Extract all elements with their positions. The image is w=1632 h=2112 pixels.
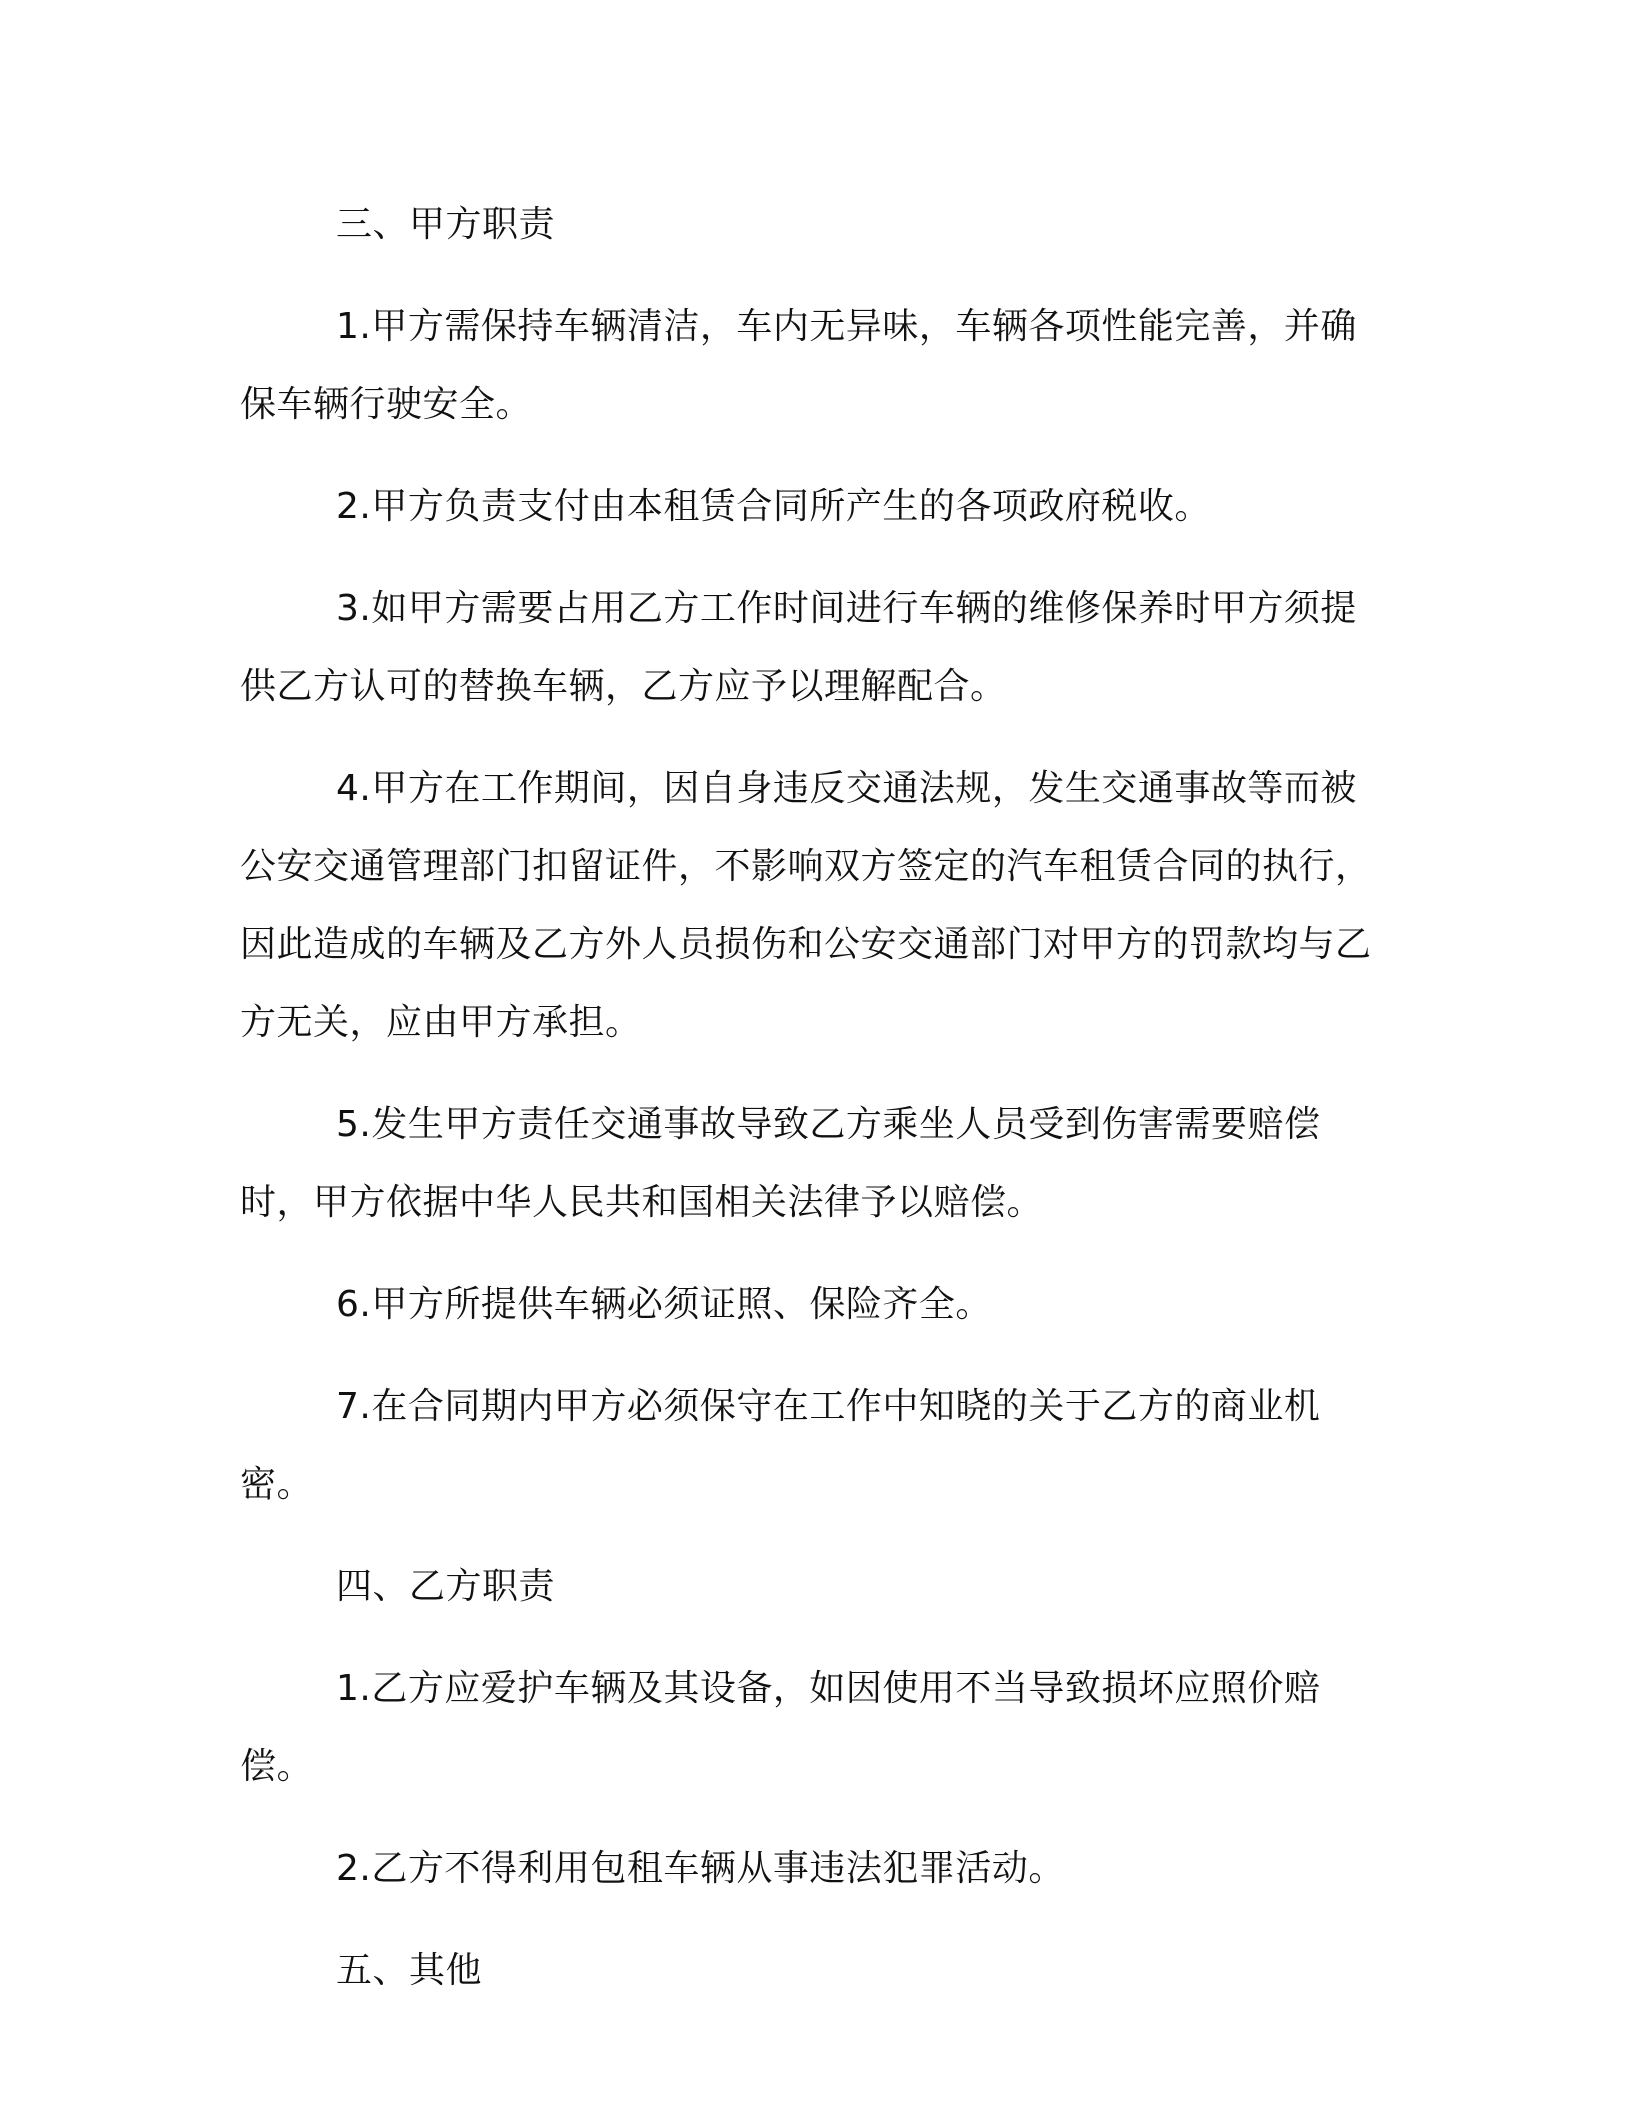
clause-3-3: 3.如甲方需要占用乙方工作时间进行车辆的维修保养时甲方须提供乙方认可的替换车辆，乙方应予以理解配合。 [240, 588, 1357, 707]
clause-3-4: 4.甲方在工作期间，因自身违反交通法规，发生交通事故等而被公安交通管理部门扣留证件，不影响双方签定的汽车租赁合同的执行，因此造成的车辆及乙方外人员损伤和公安交通部门对甲方的罚款均与乙方无关，应由甲方承担。 [240, 768, 1372, 1043]
section-5-heading: 五、其他 [336, 1950, 483, 1991]
document-body [240, 186, 1390, 2010]
clause-4-1: 1.乙方应爱护车辆及其设备，如因使用不当导致损坏应照价赔偿。 [240, 1668, 1321, 1787]
clause-3-6: 6.甲方所提供车辆必须证照、保险齐全。 [336, 1284, 992, 1325]
clause-3-7: 7.在合同期内甲方必须保守在工作中知晓的关于乙方的商业机密。 [240, 1386, 1321, 1505]
clause-3-1: 1.甲方需保持车辆清洁，车内无异味，车辆各项性能完善，并确保车辆行驶安全。 [240, 306, 1357, 425]
section-3-heading: 三、甲方职责 [336, 204, 556, 245]
section-4-heading: 四、乙方职责 [336, 1566, 556, 1607]
clause-3-2: 2.甲方负责支付由本租赁合同所产生的各项政府税收。 [336, 486, 1211, 527]
clause-3-5: 5.发生甲方责任交通事故导致乙方乘坐人员受到伤害需要赔偿时，甲方依据中华人民共和国相关法律予以赔偿。 [240, 1104, 1321, 1223]
clause-4-2: 2.乙方不得利用包租车辆从事违法犯罪活动。 [336, 1848, 1065, 1889]
